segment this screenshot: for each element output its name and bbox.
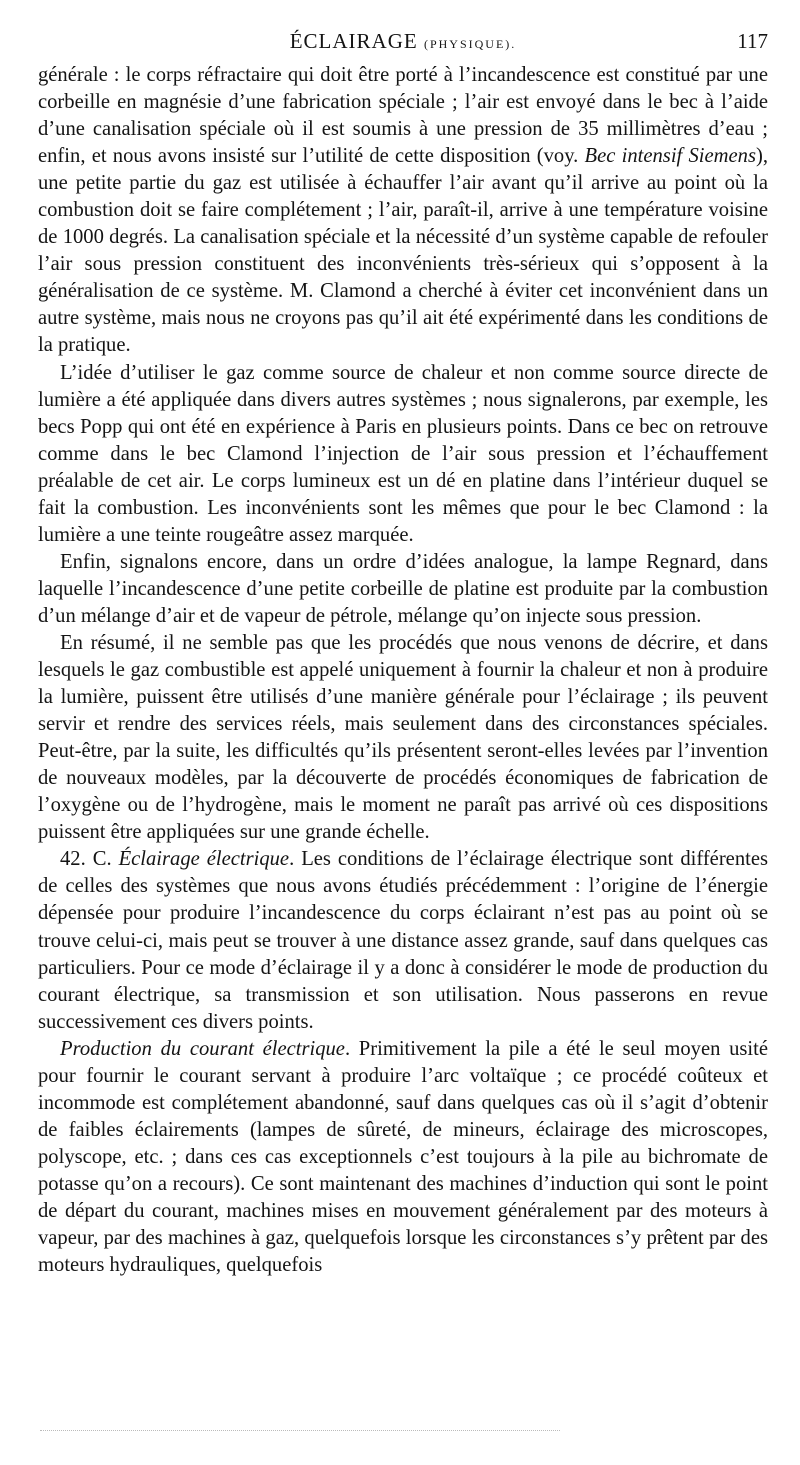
paragraph <box>38 549 768 630</box>
running-title-sub: (PHYSIQUE). <box>423 37 517 51</box>
text-run: . Primitivement la pile a été le seul moyen usité pour fournir le courant servant à produire l’arc voltaïque ; ce procédé coûteux et incommode est complétement abandonné, sauf dans quelques cas où il s’agit d’obtenir de faibles éclairements (lampes de sûreté, de mineurs, éclairage des microscopes, polyscope, etc. ; dans ces cas exceptionnels c’est toujours à la pile au bichromate de potasse qu’on a recours). Ce sont maintenant des machines d’induction qui sont le point de départ du courant, machines mises en mouvement généralement par des moteurs à vapeur, par des machines à gaz, quelquefois lorsque les circonstances s’y prêtent par des moteurs hydrauliques, quelquefois <box>38 1037 768 1277</box>
italic-text: Éclairage électrique <box>118 848 290 871</box>
text-run: ), une petite partie du gaz est utilisée à échauffer l’air avant qu’il arrive au point où la combustion doit se faire complétement ; l’air, paraît-il, arrive à une température voisine de 1000 degrés. La canalisation spéciale et la nécessité d’un système capable de refouler l’air sous pression constituent des inconvénients très-sérieux qui s’opposent à la généralisation de ce système. M. Clamond a cherché à éviter cet inconvénient dans un autre système, mais nous ne croyons pas qu’il ait été expérimenté dans les conditions de la pratique. <box>38 145 768 357</box>
paragraph <box>38 1036 768 1279</box>
text-run: 42. C. <box>60 848 119 871</box>
italic-text: Production du courant électrique <box>60 1037 345 1060</box>
running-header <box>38 29 768 59</box>
body-text <box>38 62 768 1279</box>
text-run: générale : le corps réfractaire qui doit être porté à l’incandescence est constitué par une corbeille en magnésie d’une fabrication spéciale ; l’air est envoyé dans le bec à l’aide d’une canalisation spéciale où il est soumis à une pression de 35 millimètres d’eau ; enfin, et nous avons insisté sur l’utilité de cette disposition (voy. <box>38 64 768 168</box>
bottom-rule <box>40 1430 560 1433</box>
text-run: . Les conditions de l’éclairage électrique sont différentes de celles des systèmes que nous avons étudiés précédemment : l’origine de l’énergie dépensée pour produire l’incandescence du corps éclairant n’est pas au point où se trouve celui-ci, mais peut se trouver à une distance assez grande, sauf dans quelques cas particuliers. Pour ce mode d’éclairage il y a donc à considérer le mode de production du courant électrique, sa transmission et son utilisation. Nous passerons en revue successivement ces divers points. <box>38 848 768 1033</box>
page-number: 117 <box>737 29 768 53</box>
paragraph <box>38 360 768 549</box>
text-run: En résumé, il ne semble pas que les procédés que nous venons de décrire, et dans lesquels le gaz combustible est appelé uniquement à fournir la chaleur et non à produire la lumière, puissent être utilisés d’une manière générale pour l’éclairage ; ils peuvent servir et rendre des services réels, mais seulement dans des circonstances spéciales. Peut-être, par la suite, les difficultés qu’ils présentent seront-elles levées par l’invention de nouveaux modèles, par la découverte de procédés économiques de fabrication de l’oxygène ou de l’hydrogène, mais le moment ne paraît pas arrivé où ces dispositions puissent être appliquées sur une grande échelle. <box>38 631 768 844</box>
running-title <box>38 29 768 54</box>
italic-text: Bec intensif Siemens <box>584 145 756 168</box>
text-run: Enfin, signalons encore, dans un ordre d’idées analogue, la lampe Regnard, dans laquelle l’incandescence d’une petite corbeille de platine est produite par la combustion d’un mélange d’air et de vapeur de pétrole, mélange qu’on injecte sous pression. <box>38 550 768 627</box>
text-run: L’idée d’utiliser le gaz comme source de chaleur et non comme source directe de lumière a été appliquée dans divers autres systèmes ; nous signalerons, par exemple, les becs Popp qui ont été en expérience à Paris en plusieurs points. Dans ce bec on retrouve comme dans le bec Clamond l’injection de l’air sous pression et l’échauffement préalable de cet air. Le corps lumineux est un dé en platine dans l’intérieur duquel se fait la combustion. Les inconvénients sont les mêmes que pour le bec Clamond : la lumière a une teinte rougeâtre assez marquée. <box>38 361 768 546</box>
running-title-main: ÉCLAIRAGE <box>289 29 418 53</box>
paragraph <box>38 846 768 1035</box>
paragraph <box>38 630 768 846</box>
paragraph <box>38 62 768 360</box>
